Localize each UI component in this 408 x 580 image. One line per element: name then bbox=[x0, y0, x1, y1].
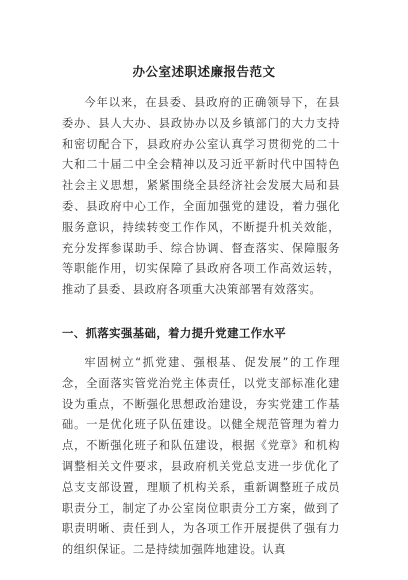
section-heading-1: 一、抓落实强基础，着力提升党建工作水平 bbox=[62, 326, 287, 340]
document-title: 办公室述职述廉报告范文 bbox=[132, 64, 276, 79]
intro-paragraph: 今年以来，在县委、县政府的正确领导下，在县委办、县人大办、县政协办以及乡镇部门的大力支持和密切配合下，县政府办公室认真学习贯彻党的二十大和二十届二中全会精神以及习近平新时代中国特色社会主义思想，紧紧围绕全县经济社会发展大局和县委、县政府中心工作，全面加强党的建设，着力强化服务意识，持续转变工作作风，不断提升机关效能，充分发挥参谋助手、综合协调、督查落实、保障服务等职能作用，切实保障了县政府各项工作高效运转，推动了县委、县政府各项重大决策部署有效落实。 bbox=[62, 96, 340, 297]
section-1-paragraph: 牢固树立“抓党建、强根基、促发展”的工作理念，全面落实管党治党主体责任，以党支部标准化建设为重点，不断强化思想政治建设，夯实党建工作基础。一是优化班子队伍建设。以健全规范管理为着力点，不断强化班子和队伍建设，根据《党章》和机构调整相关文件要求，县政府机关党总支进一步优化了总支支部设置，理顺了机构关系，重新调整班子成员职责分工，制定了办公室岗位职责分工方案，做到了职责明晰、责任到人，为各项工作开展提供了强有力的组织保证。二是持续加强阵地建设。认真 bbox=[62, 356, 340, 557]
